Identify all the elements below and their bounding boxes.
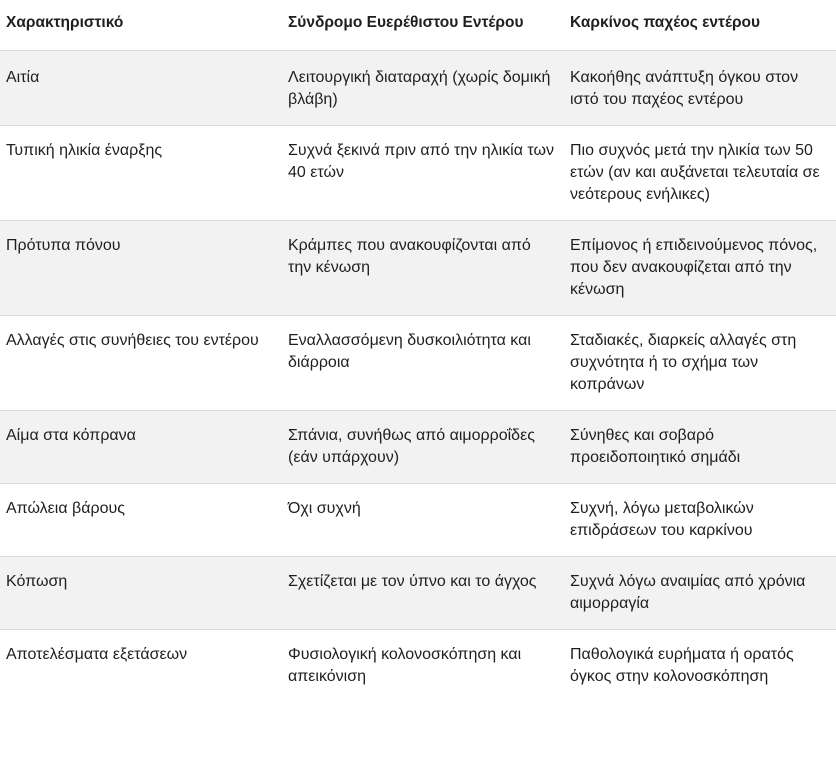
ibs-cell: Φυσιολογική κολονοσκόπηση και απεικόνιση bbox=[288, 646, 522, 685]
ibs-cell: Σχετίζεται με τον ύπνο και το άγχος bbox=[288, 573, 537, 590]
table-row bbox=[0, 51, 836, 126]
ibs-cell: Εναλλασσόμενη δυσκοιλιότητα και διάρροια bbox=[288, 332, 531, 371]
table-body bbox=[0, 51, 836, 703]
ibs-cell: Όχι συχνή bbox=[288, 500, 361, 517]
cancer-cell: Συχνή, λόγω μεταβολικών επιδράσεων του καρκίνου bbox=[570, 500, 754, 539]
row-label: Τυπική ηλικία έναρξης bbox=[6, 142, 163, 159]
row-label: Πρότυπα πόνου bbox=[6, 237, 121, 254]
table-row bbox=[0, 221, 836, 316]
row-label: Αιτία bbox=[6, 69, 40, 86]
cancer-cell: Πιο συχνός μετά την ηλικία των 50 ετών (αν και αυξάνεται τελευταία σε νεότερους ενήλικες) bbox=[570, 142, 820, 203]
table-row bbox=[0, 316, 836, 411]
ibs-cell: Συχνά ξεκινά πριν από την ηλικία των 40 ετών bbox=[288, 142, 555, 181]
cancer-cell: Επίμονος ή επιδεινούμενος πόνος, που δεν ανακουφίζεται από την κένωση bbox=[570, 237, 818, 298]
header-ibs: Σύνδρομο Ευερέθιστου Εντέρου bbox=[282, 0, 564, 51]
header-row bbox=[0, 0, 836, 51]
table-header bbox=[0, 0, 836, 51]
header-colon-cancer: Καρκίνος παχέος εντέρου bbox=[564, 0, 836, 51]
row-label: Απώλεια βάρους bbox=[6, 500, 125, 517]
header-characteristic: Χαρακτηριστικό bbox=[0, 0, 282, 51]
cancer-cell: Συχνά λόγω αναιμίας από χρόνια αιμορραγία bbox=[570, 573, 806, 612]
cancer-cell: Κακοήθης ανάπτυξη όγκου στον ιστό του παχέος εντέρου bbox=[570, 69, 799, 108]
table-row bbox=[0, 411, 836, 484]
ibs-cell: Κράμπες που ανακουφίζονται από την κένωση bbox=[288, 237, 531, 276]
table-row bbox=[0, 484, 836, 557]
table-row bbox=[0, 557, 836, 630]
row-label: Αποτελέσματα εξετάσεων bbox=[6, 646, 188, 663]
table-row bbox=[0, 126, 836, 221]
cancer-cell: Σταδιακές, διαρκείς αλλαγές στη συχνότητα ή το σχήμα των κοπράνων bbox=[570, 332, 797, 393]
row-label: Αλλαγές στις συνήθειες του εντέρου bbox=[6, 332, 259, 349]
row-label: Κόπωση bbox=[6, 573, 68, 590]
table-row bbox=[0, 630, 836, 703]
ibs-cell: Σπάνια, συνήθως από αιμορροΐδες (εάν υπάρχουν) bbox=[288, 427, 535, 466]
cancer-cell: Σύνηθες και σοβαρό προειδοποιητικό σημάδι bbox=[570, 427, 741, 466]
cancer-cell: Παθολογικά ευρήματα ή ορατός όγκος στην κολονοσκόπηση bbox=[570, 646, 794, 685]
ibs-cell: Λειτουργική διαταραχή (χωρίς δομική βλάβη) bbox=[288, 69, 551, 108]
row-label: Αίμα στα κόπρανα bbox=[6, 427, 136, 444]
